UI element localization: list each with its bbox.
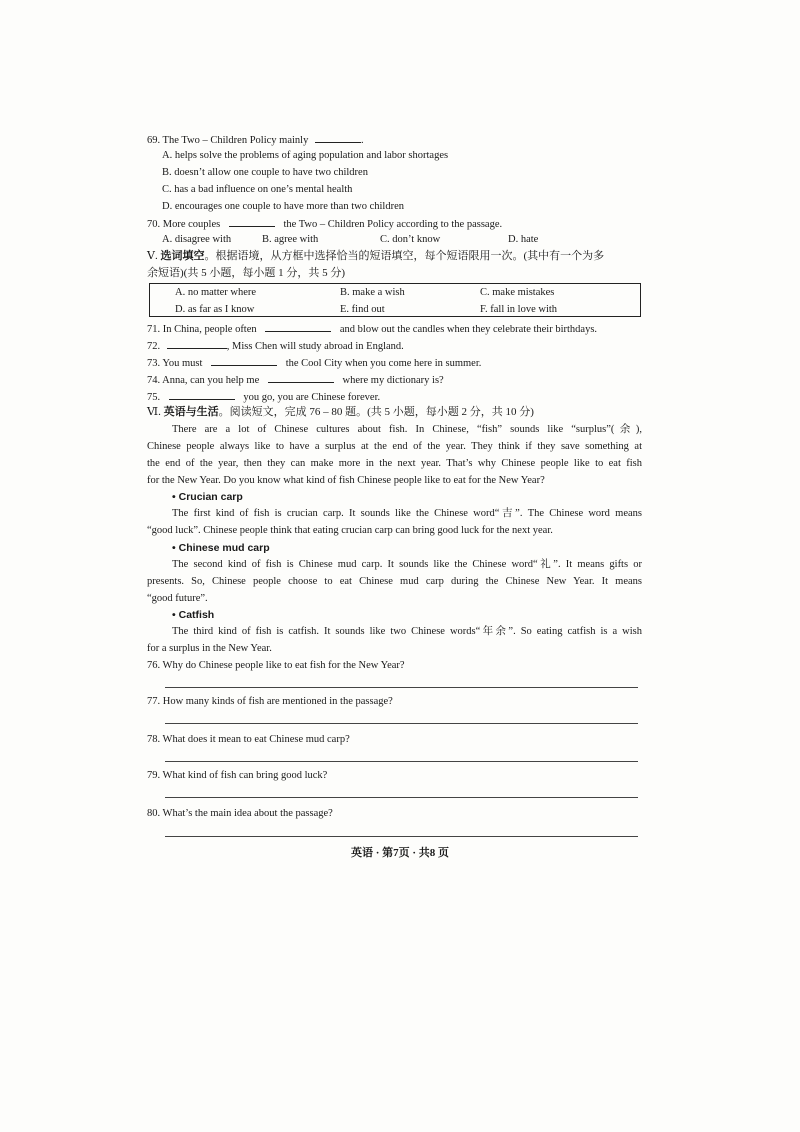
q69-option-d: D. encourages one couple to have more than two children bbox=[162, 201, 404, 212]
fish2-line-2: presents. So, Chinese people choose to eat Chinese mud carp during the Chinese New Year. It means bbox=[147, 576, 642, 587]
q76-answer-line[interactable] bbox=[165, 687, 638, 688]
q75-text-b: you go, you are Chinese forever. bbox=[243, 392, 381, 403]
bullet-icon: • bbox=[172, 609, 176, 621]
phrase-f: F. fall in love with bbox=[480, 304, 558, 315]
phrase-b: B. make a wish bbox=[340, 287, 405, 298]
q72-text-a: 72. bbox=[147, 341, 161, 352]
fish2-heading bbox=[172, 541, 270, 555]
q80-answer-line[interactable] bbox=[165, 836, 638, 837]
q69-option-a: A. helps solve the problems of aging population and labor shortages bbox=[162, 150, 449, 161]
section5-heading bbox=[147, 249, 604, 263]
phrase-d: D. as far as I know bbox=[175, 304, 255, 315]
q74-text-a: 74. Anna, can you help me bbox=[147, 375, 260, 386]
q75-text-a: 75. bbox=[147, 392, 161, 403]
fish3-title: Catfish bbox=[178, 609, 215, 621]
q70-option-d: D. hate bbox=[508, 234, 539, 245]
q69-stem bbox=[147, 132, 364, 148]
q77-answer-line[interactable] bbox=[165, 723, 638, 724]
fish1-title: Crucian carp bbox=[178, 491, 243, 503]
q75 bbox=[147, 389, 380, 405]
q70-option-b: B. agree with bbox=[262, 234, 319, 245]
bullet-icon: • bbox=[172, 491, 176, 503]
section6-instructions: 。阅读短文，完成 76 – 80 题。(共 5 小题，每小题 2 分，共 10 分) bbox=[218, 406, 534, 418]
section6-heading bbox=[147, 405, 534, 419]
q71-text-b: and blow out the candles when they celebrate their birthdays. bbox=[339, 324, 598, 335]
passage-line-2: Chinese people always like to have a surplus at the end of the year. They think if they save something at bbox=[147, 441, 642, 452]
fish1-line-1: The first kind of fish is crucian carp. It sounds like the Chinese word“吉”. The Chinese word means bbox=[172, 508, 642, 519]
bullet-icon: • bbox=[172, 542, 176, 554]
q77: 77. How many kinds of fish are mentioned in the passage? bbox=[147, 696, 393, 707]
passage-line-4: for the New Year. Do you know what kind of fish Chinese people like to eat for the New Year? bbox=[147, 475, 545, 486]
q78-answer-line[interactable] bbox=[165, 761, 638, 762]
q72-text-b: , Miss Chen will study abroad in England. bbox=[226, 341, 404, 352]
passage-line-3: the end of the year, then they can make more in the next year. That’s why Chinese people like to eat fish bbox=[147, 458, 642, 469]
q80: 80. What’s the main idea about the passage? bbox=[147, 808, 333, 819]
q73-text-a: 73. You must bbox=[147, 358, 203, 369]
phrase-e: E. find out bbox=[340, 304, 385, 315]
q71-text-a: 71. In China, people often bbox=[147, 324, 257, 335]
q69-option-b: B. doesn’t allow one couple to have two children bbox=[162, 167, 368, 178]
q69-option-c: C. has a bad influence on one’s mental health bbox=[162, 184, 353, 195]
fish3-line-1: The third kind of fish is catfish. It sounds like two Chinese words“年余”. So eating catfish is a wish bbox=[172, 626, 642, 637]
q72 bbox=[147, 338, 404, 354]
page-footer: 英语 · 第7页 · 共8 页 bbox=[350, 847, 450, 859]
q73 bbox=[147, 355, 481, 371]
q76: 76. Why do Chinese people like to eat fish for the New Year? bbox=[147, 660, 405, 671]
q70-stem-b: the Two – Children Policy according to the passage. bbox=[283, 219, 503, 230]
q74-text-b: where my dictionary is? bbox=[342, 375, 444, 386]
q69-stem-text: 69. The Two – Children Policy mainly bbox=[147, 135, 309, 146]
q75-blank[interactable] bbox=[169, 389, 235, 400]
q71 bbox=[147, 321, 597, 337]
q70-blank[interactable] bbox=[229, 216, 275, 227]
section6-title: 英语与生活 bbox=[163, 406, 219, 418]
fish1-heading bbox=[172, 490, 243, 504]
q73-text-b: the Cool City when you come here in summer. bbox=[285, 358, 482, 369]
q69-blank[interactable] bbox=[315, 132, 361, 143]
q73-blank[interactable] bbox=[211, 355, 277, 366]
section5-title: 选词填空 bbox=[160, 250, 205, 262]
fish1-line-2: “good luck”. Chinese people think that eating crucian carp can bring good luck for the next year. bbox=[147, 525, 553, 536]
q78: 78. What does it mean to eat Chinese mud carp? bbox=[147, 734, 350, 745]
section5-instructions: 。根据语境，从方框中选择恰当的短语填空，每个短语限用一次。(其中有一个为多 bbox=[204, 250, 605, 262]
phrase-c: C. make mistakes bbox=[480, 287, 555, 298]
fish2-line-3: “good future”. bbox=[147, 593, 208, 604]
q79: 79. What kind of fish can bring good luck? bbox=[147, 770, 328, 781]
section5-num: Ⅴ. bbox=[147, 250, 161, 262]
q71-blank[interactable] bbox=[265, 321, 331, 332]
q72-blank[interactable] bbox=[167, 338, 227, 349]
q69-end: . bbox=[360, 135, 364, 146]
phrase-a: A. no matter where bbox=[175, 287, 257, 298]
section6-num: Ⅵ. bbox=[147, 406, 164, 418]
fish3-line-2: for a surplus in the New Year. bbox=[147, 643, 272, 654]
passage-line-1: There are a lot of Chinese cultures about fish. In Chinese, “fish” sounds like “surplus”(余), bbox=[172, 424, 642, 435]
fish2-title: Chinese mud carp bbox=[178, 542, 270, 554]
section5-heading-line2: 余短语)(共 5 小题，每小题 1 分，共 5 分) bbox=[147, 267, 345, 279]
q70-option-c: C. don’t know bbox=[380, 234, 441, 245]
fish2-line-1: The second kind of fish is Chinese mud carp. It sounds like the Chinese word“礼”. It means gifts or bbox=[172, 559, 642, 570]
q74-blank[interactable] bbox=[268, 372, 334, 383]
fish3-heading bbox=[172, 608, 214, 622]
q79-answer-line[interactable] bbox=[165, 797, 638, 798]
q70-stem bbox=[147, 216, 502, 232]
q74 bbox=[147, 372, 444, 388]
q70-option-a: A. disagree with bbox=[162, 234, 232, 245]
q70-stem-a: 70. More couples bbox=[147, 219, 221, 230]
